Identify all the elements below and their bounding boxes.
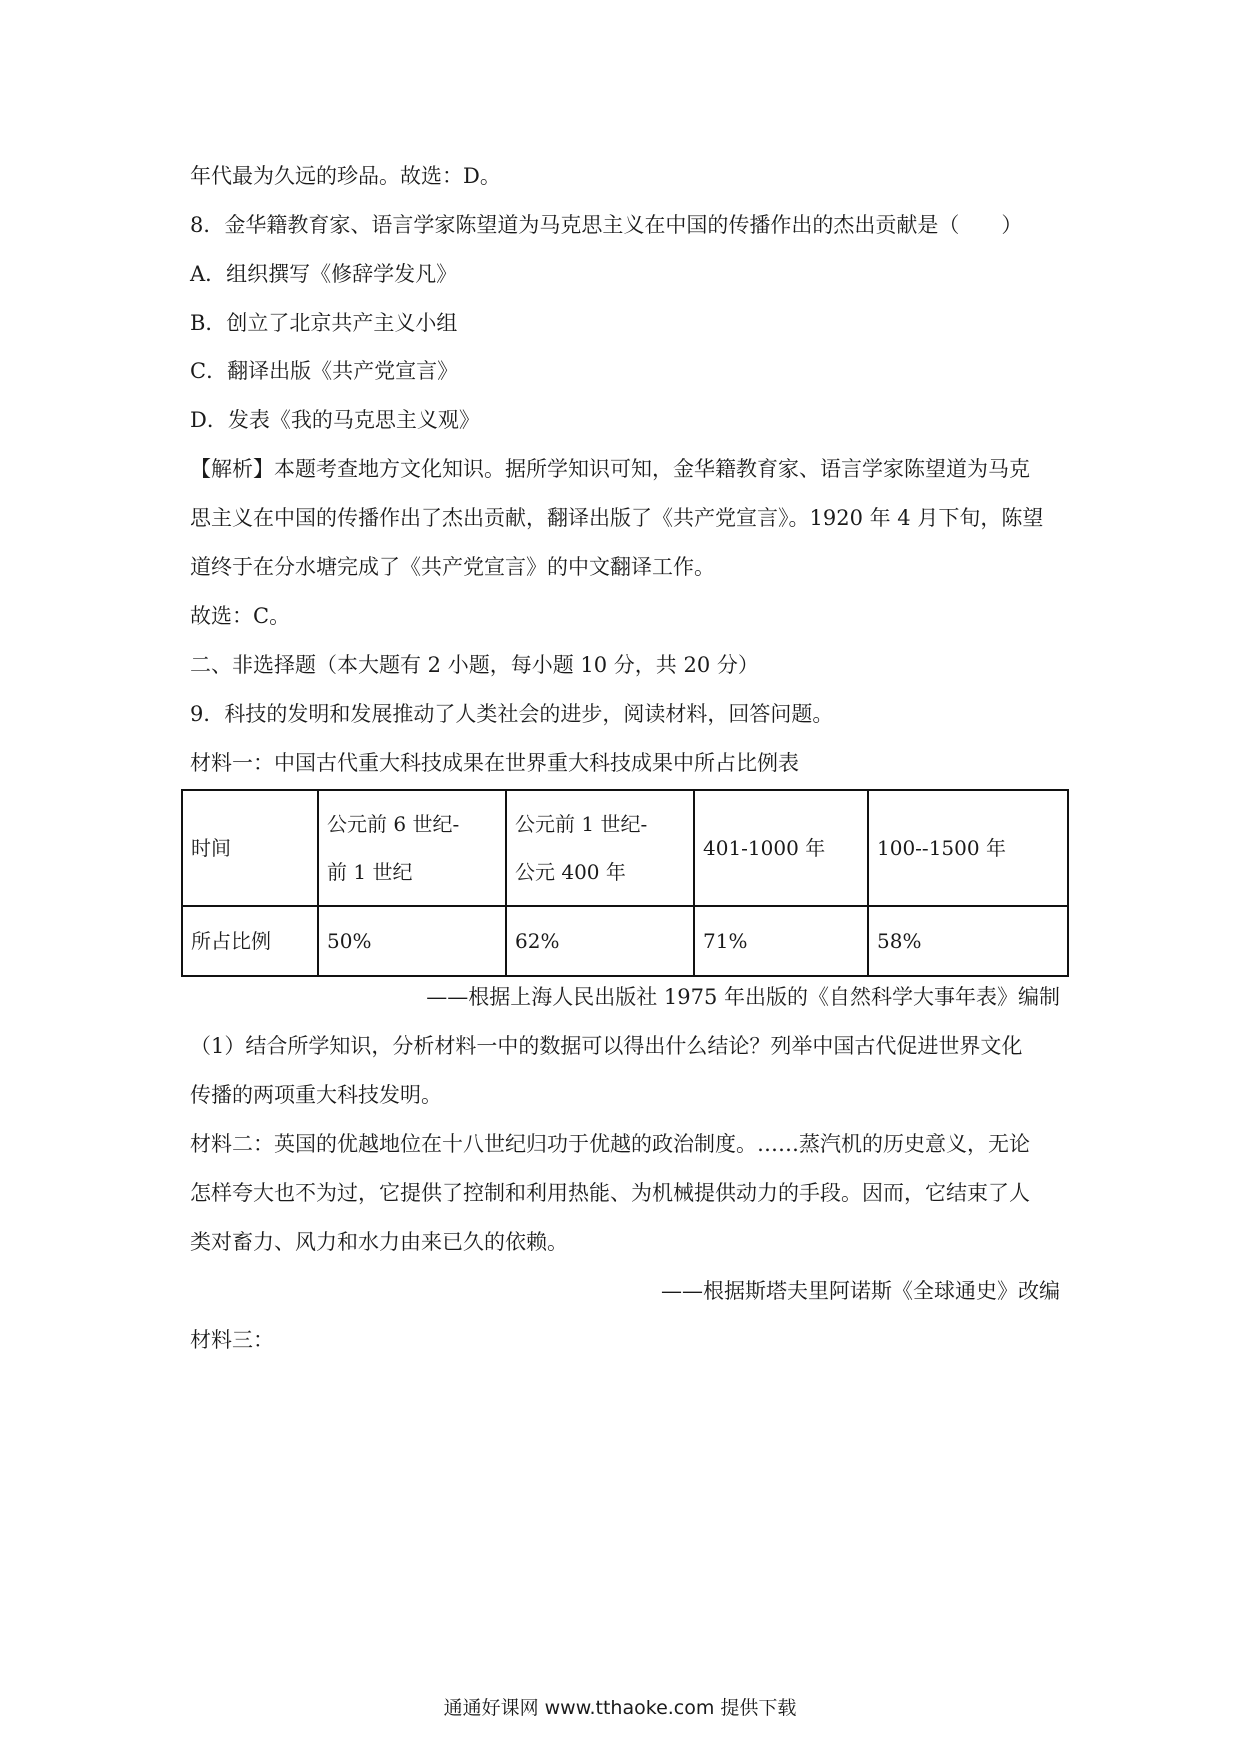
option-a: A．组织撰写《修辞学发凡》: [190, 262, 458, 286]
source-citation-2: ——根据斯塔夫里阿诺斯《全球通史》改编: [661, 1279, 1060, 1303]
ratio-table: [181, 789, 1069, 977]
analysis-line-1: 【解析】本题考查地方文化知识。据所学知识可知，金华籍教育家、语言学家陈望道为马克: [190, 457, 1030, 481]
table-cell: [694, 790, 868, 906]
question-9: 9．科技的发明和发展推动了人类社会的进步，阅读材料，回答问题。: [190, 702, 834, 726]
table-cell: 50%: [318, 906, 506, 976]
table-header-cell: 时间: [182, 790, 318, 906]
period-line: 公元前 1 世纪-: [515, 812, 648, 836]
question-part-1a: （1）结合所学知识，分析材料一中的数据可以得出什么结论？列举中国古代促进世界文化: [190, 1034, 1023, 1058]
table-row: [182, 906, 1068, 976]
answer-line: 故选：C。: [190, 604, 291, 628]
period-line: 前 1 世纪: [327, 860, 413, 884]
text-line: 年代最为久远的珍品。故选：D。: [190, 164, 501, 188]
analysis-line-3: 道终于在分水塘完成了《共产党宣言》的中文翻译工作。: [190, 555, 715, 579]
period-line: 公元 400 年: [515, 860, 626, 884]
material-2-line-1: 材料二：英国的优越地位在十八世纪归功于优越的政治制度。……蒸汽机的历史意义，无论: [190, 1132, 1030, 1156]
table-row: [182, 790, 1068, 906]
period-line: 401-1000 年: [703, 836, 826, 860]
table-cell: [868, 790, 1068, 906]
material-1-title: 材料一：中国古代重大科技成果在世界重大科技成果中所占比例表: [190, 751, 799, 775]
option-d: D．发表《我的马克思主义观》: [190, 408, 480, 432]
option-b: B．创立了北京共产主义小组: [190, 311, 458, 335]
option-c: C．翻译出版《共产党宣言》: [190, 359, 459, 383]
table-cell: 71%: [694, 906, 868, 976]
material-3-title: 材料三：: [190, 1328, 274, 1352]
table-cell: 62%: [506, 906, 694, 976]
table-cell: [506, 790, 694, 906]
source-citation-1: ——根据上海人民出版社 1975 年出版的《自然科学大事年表》编制: [426, 985, 1060, 1009]
section-heading: 二、非选择题（本大题有 2 小题，每小题 10 分，共 20 分）: [190, 653, 759, 677]
material-2-line-3: 类对畜力、风力和水力由来已久的依赖。: [190, 1230, 568, 1254]
table-cell: 58%: [868, 906, 1068, 976]
table-header-cell: 所占比例: [182, 906, 318, 976]
question-part-1b: 传播的两项重大科技发明。: [190, 1083, 442, 1107]
period-line: 100--1500 年: [877, 836, 1006, 860]
period-line: 公元前 6 世纪-: [327, 812, 460, 836]
analysis-line-2: 思主义在中国的传播作出了杰出贡献，翻译出版了《共产党宣言》。1920 年 4 月下旬，陈望: [190, 506, 1044, 530]
material-2-line-2: 怎样夸大也不为过，它提供了控制和利用热能、为机械提供动力的手段。因而，它结束了人: [190, 1181, 1030, 1205]
table-cell: [318, 790, 506, 906]
page-footer: 通通好课网 www.tthaoke.com 提供下载: [443, 1697, 797, 1719]
question-8: 8．金华籍教育家、语言学家陈望道为马克思主义在中国的传播作出的杰出贡献是（ ）: [190, 213, 1023, 237]
